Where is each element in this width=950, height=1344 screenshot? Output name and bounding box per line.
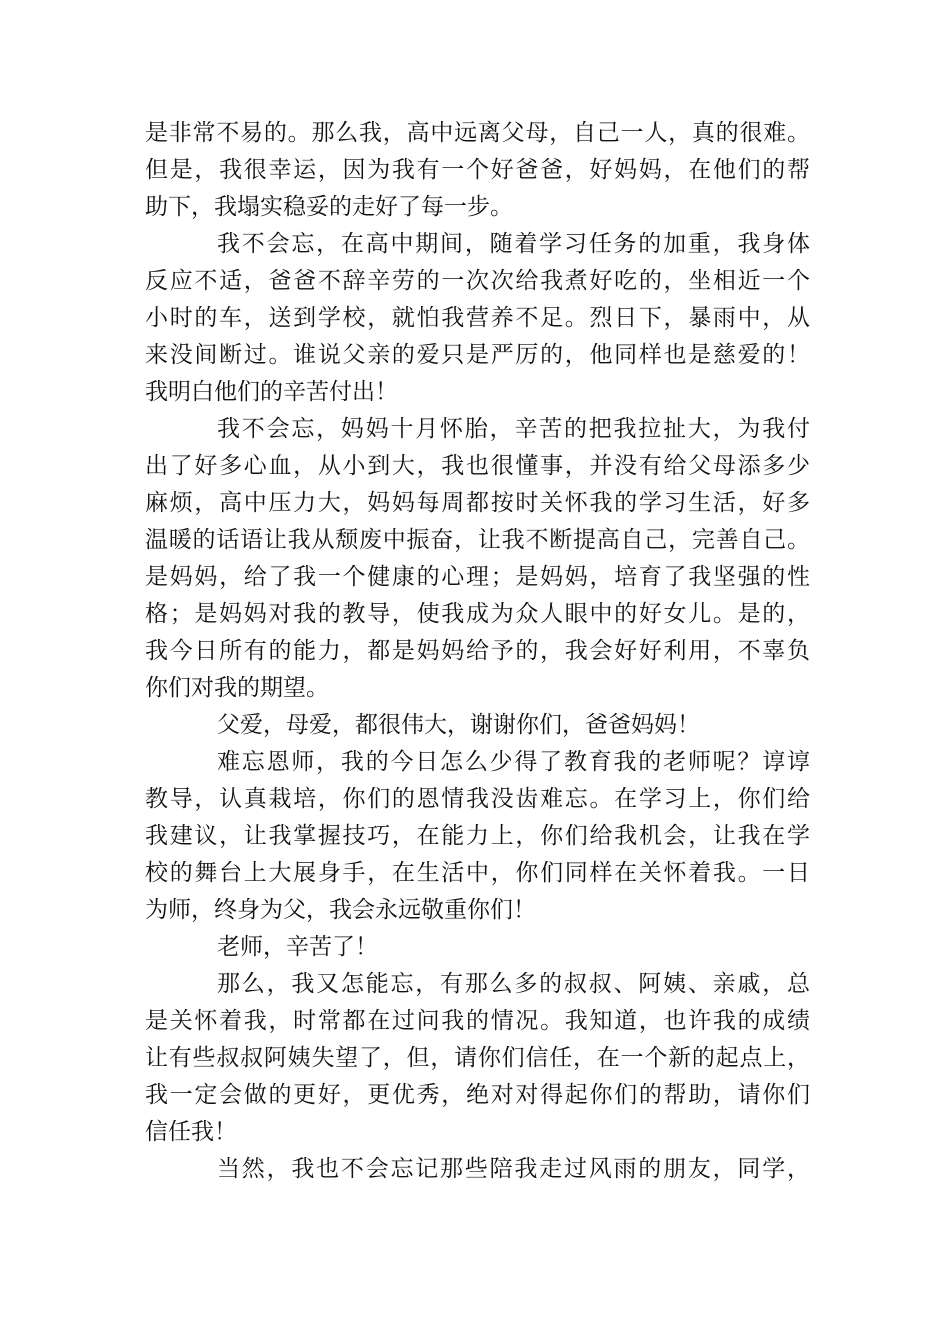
text-line: 是非常不易的。那么我，高中远离父母，自己一人，真的很难。 [145, 120, 810, 146]
text-line: 那么，我又怎能忘，有那么多的叔叔、阿姨、亲戚，总 [217, 971, 810, 997]
text-line: 父爱，母爱，都很伟大，谢谢你们，爸爸妈妈！ [217, 712, 700, 738]
text-line: 小时的车，送到学校，就怕我营养不足。烈日下，暴雨中，从 [145, 305, 810, 331]
text-line: 是关怀着我，时常都在过问我的情况。我知道，也许我的成绩 [145, 1008, 810, 1034]
text-line: 难忘恩师，我的今日怎么少得了教育我的老师呢？谆谆 [217, 749, 810, 775]
text-line: 我不会忘，在高中期间，随着学习任务的加重，我身体 [217, 231, 810, 257]
text-line: 校的舞台上大展身手，在生活中，你们同样在关怀着我。一日 [145, 860, 810, 886]
text-line: 为师，终身为父，我会永远敬重你们！ [145, 897, 536, 923]
text-line: 我建议，让我掌握技巧，在能力上，你们给我机会，让我在学 [145, 823, 810, 849]
text-line: 格；是妈妈对我的教导，使我成为众人眼中的好女儿。是的， [145, 601, 810, 627]
text-line: 我一定会做的更好，更优秀，绝对对得起你们的帮助，请你们 [145, 1082, 810, 1108]
text-line: 麻烦，高中压力大，妈妈每周都按时关怀我的学习生活，好多 [145, 490, 810, 516]
text-line: 信任我！ [145, 1119, 237, 1145]
text-line: 来没间断过。谁说父亲的爱只是严厉的，他同样也是慈爱的！ [145, 342, 810, 368]
text-line: 我明白他们的辛苦付出！ [145, 379, 398, 405]
text-line: 教导，认真栽培，你们的恩情我没齿难忘。在学习上，你们给 [145, 786, 810, 812]
text-line: 温暖的话语让我从颓废中振奋，让我不断提高自己，完善自己。 [145, 527, 810, 553]
text-line: 是妈妈，给了我一个健康的心理；是妈妈，培育了我坚强的性 [145, 564, 810, 590]
text-line: 让有些叔叔阿姨失望了，但，请你们信任，在一个新的起点上， [145, 1045, 810, 1071]
text-line: 反应不适，爸爸不辞辛劳的一次次给我煮好吃的，坐相近一个 [145, 268, 810, 294]
text-line: 我今日所有的能力，都是妈妈给予的，我会好好利用，不辜负 [145, 638, 810, 664]
text-line: 但是，我很幸运，因为我有一个好爸爸，好妈妈，在他们的帮 [145, 157, 810, 183]
text-line: 当然，我也不会忘记那些陪我走过风雨的朋友，同学， [217, 1156, 810, 1182]
text-line: 老师，辛苦了！ [217, 934, 378, 960]
text-line: 助下，我塌实稳妥的走好了每一步。 [145, 194, 513, 220]
text-line: 我不会忘，妈妈十月怀胎，辛苦的把我拉扯大，为我付 [217, 416, 810, 442]
body-text [145, 115, 810, 1188]
text-line: 你们对我的期望。 [145, 675, 329, 701]
text-line: 出了好多心血，从小到大，我也很懂事，并没有给父母添多少 [145, 453, 810, 479]
